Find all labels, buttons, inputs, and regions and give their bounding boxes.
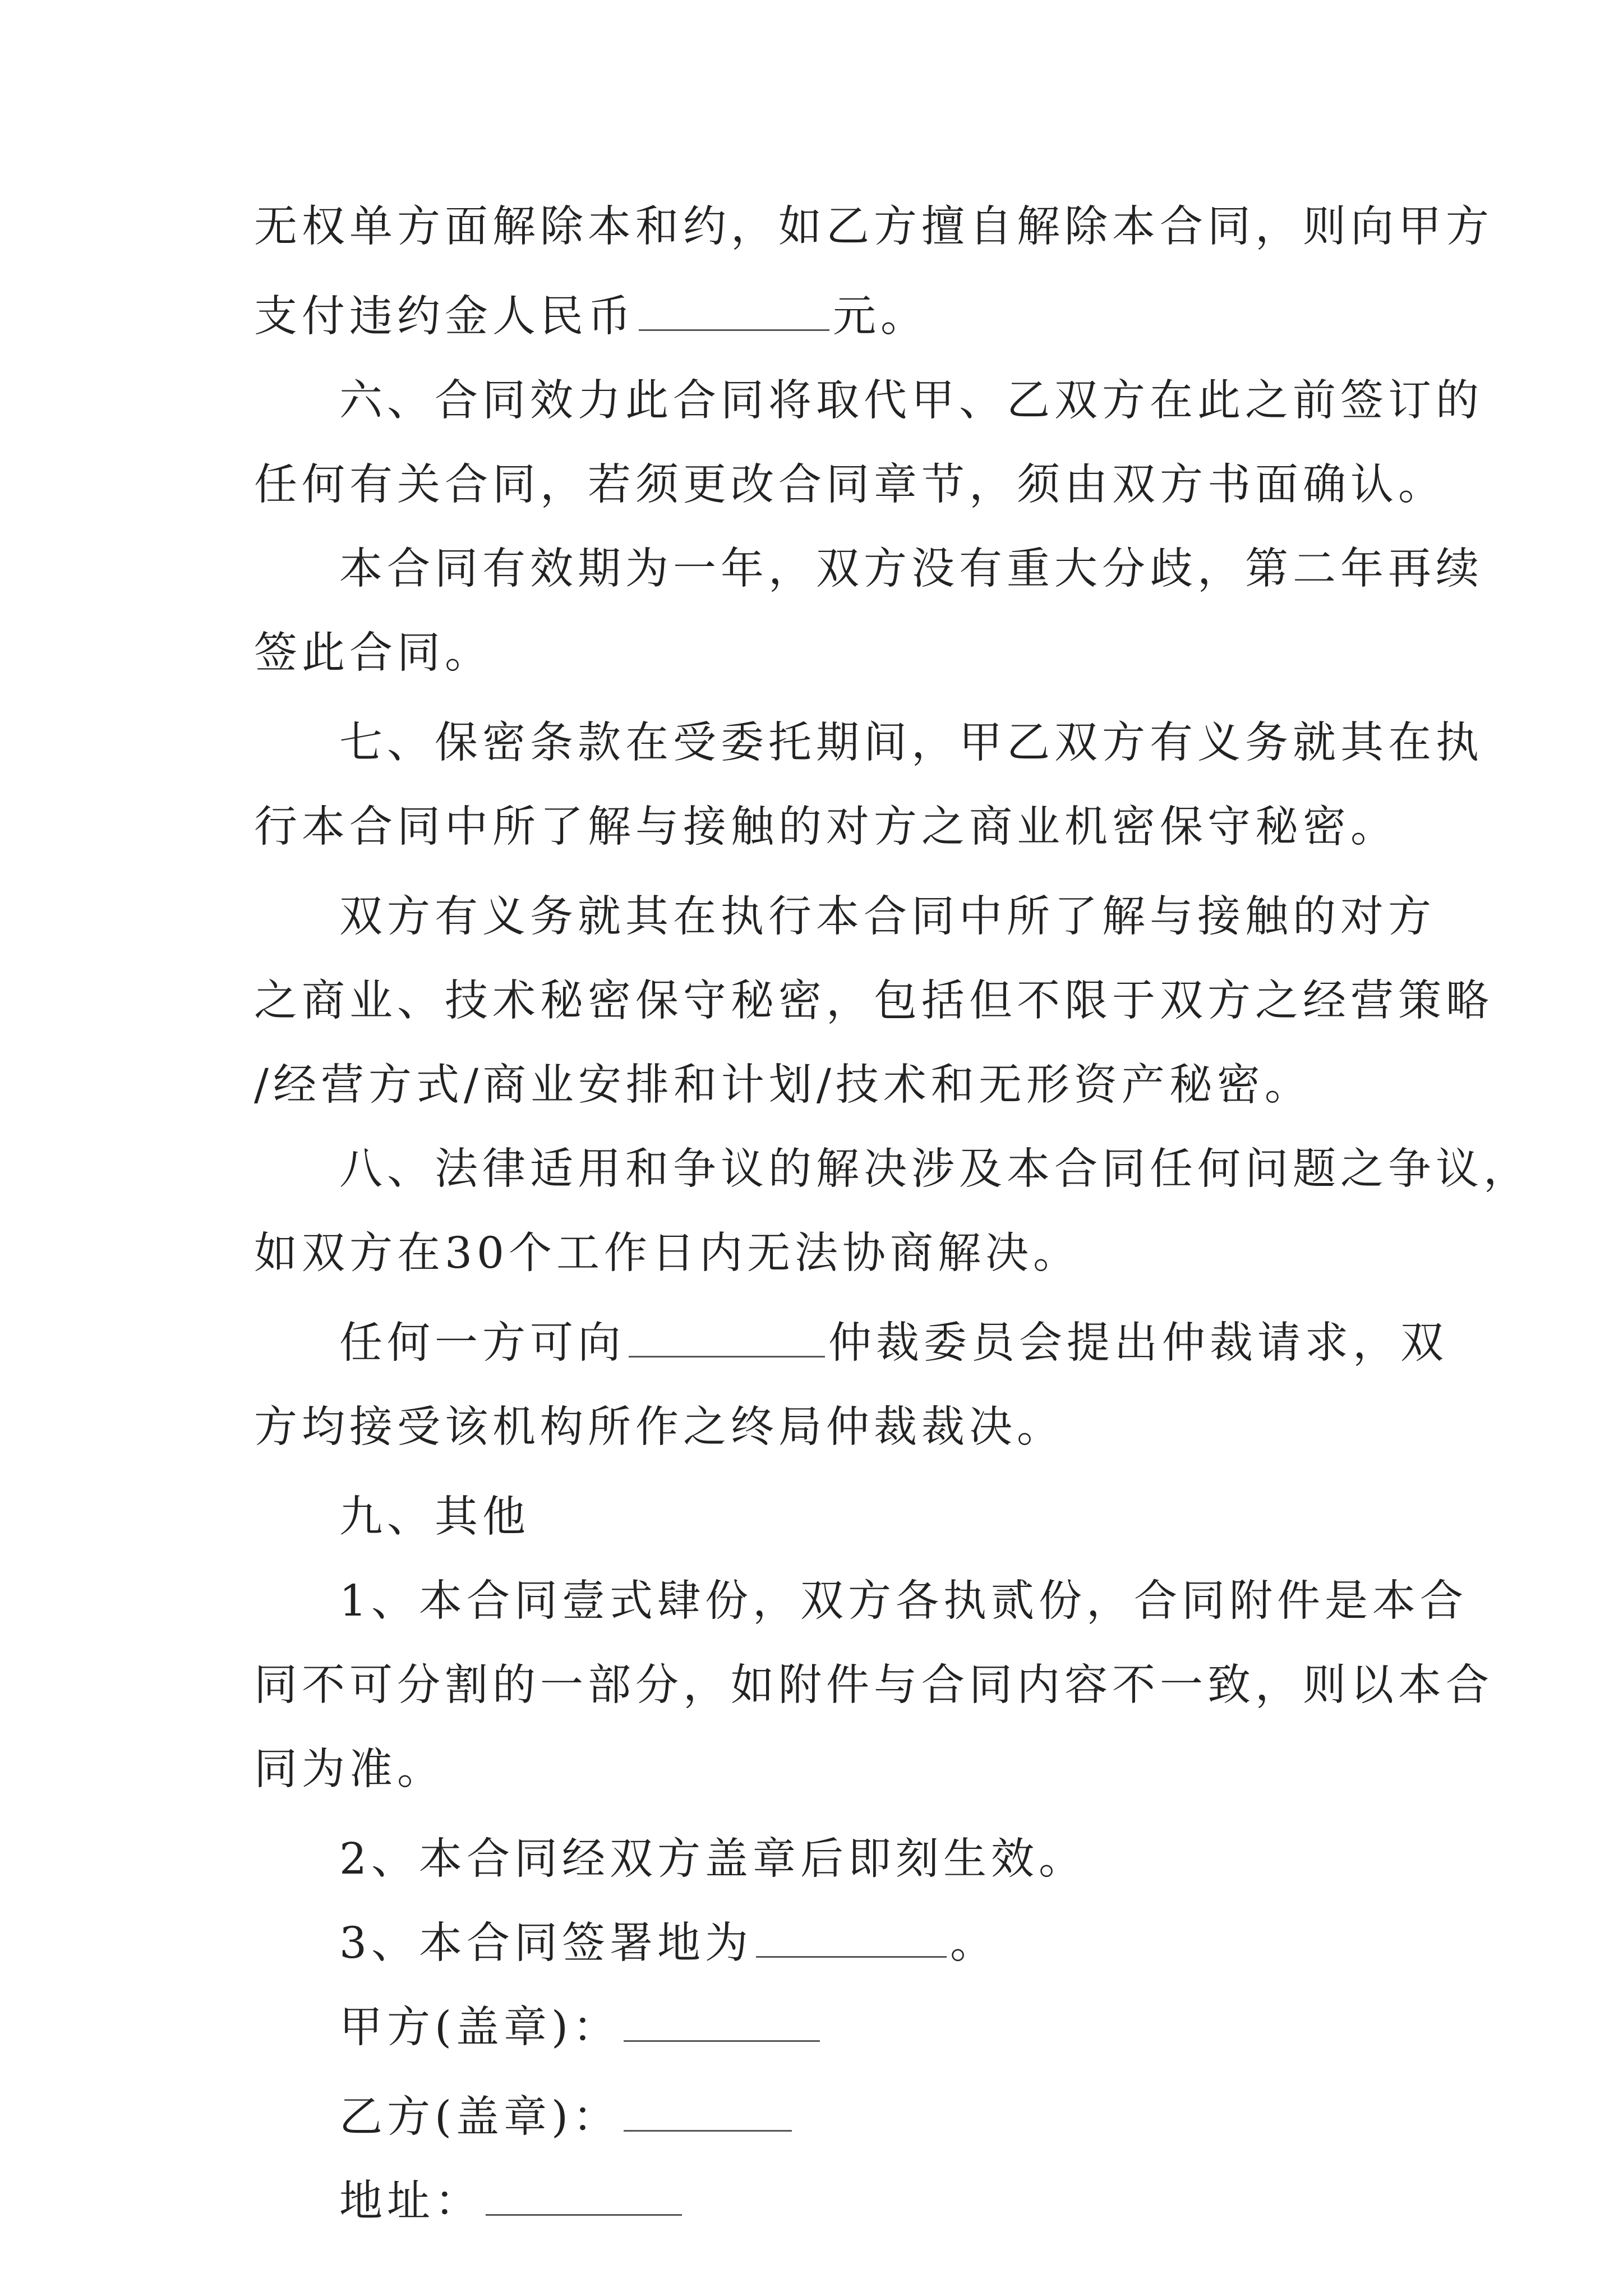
- address-line: [339, 2160, 1381, 2244]
- section-heading-8: 八、法律适用和争议的解决涉及本合同任何问题之争议，: [339, 1144, 1531, 1194]
- party-a-label: 甲方(盖章)：: [339, 2003, 621, 2053]
- paragraph-line: [339, 1301, 1448, 1386]
- section-heading-6: 六、合同效力此合同将取代甲、乙双方在此之前签订的: [339, 376, 1483, 426]
- fill-in-blank-penalty-amount: [639, 328, 829, 331]
- paragraph-line: 2、本合同经双方盖章后即刻生效。: [339, 1834, 1086, 1884]
- text-segment: 支付违约金人民币: [254, 292, 635, 342]
- paragraph-line: 无权单方面解除本和约，如乙方擅自解除本合同，则向甲方: [254, 202, 1493, 252]
- section-heading-9: 九、其他: [339, 1492, 530, 1542]
- paragraph-line: 双方有义务就其在执行本合同中所了解与接触的对方: [339, 892, 1436, 942]
- address-label: 地址：: [339, 2177, 482, 2226]
- fill-in-blank-party-a-seal: [624, 2039, 820, 2042]
- paragraph-line: 如双方在30个工作日内无法协商解决。: [254, 1228, 1081, 1278]
- paragraph-line: 签此合同。: [254, 628, 492, 678]
- paragraph-line: 方均接受该机构所作之终局仲裁裁决。: [254, 1402, 1064, 1452]
- fill-in-blank-arbitration-commission: [629, 1355, 825, 1358]
- paragraph-line: 1、本合同壹式肆份，双方各执贰份，合同附件是本合: [339, 1576, 1468, 1626]
- paragraph-line: 同不可分割的一部分，如附件与合同内容不一致，则以本合: [254, 1660, 1493, 1710]
- paragraph-line: 本合同有效期为一年，双方没有重大分歧，第二年再续: [339, 544, 1483, 594]
- text-segment: 任何一方可向: [339, 1318, 625, 1368]
- paragraph-line: [339, 1902, 1381, 1986]
- fill-in-blank-signing-place: [756, 1955, 947, 1958]
- party-a-signature-line: [339, 1986, 1381, 2070]
- party-b-signature-line: [339, 2076, 1381, 2160]
- paragraph-line: 任何有关合同，若须更改合同章节，须由双方书面确认。: [254, 460, 1446, 510]
- text-segment: 。: [950, 1918, 998, 1968]
- fill-in-blank-party-b-seal: [624, 2129, 792, 2132]
- text-segment: 元。: [833, 292, 928, 342]
- paragraph-line: [254, 275, 1381, 359]
- fill-in-blank-address: [486, 2213, 682, 2216]
- paragraph-line: 行本合同中所了解与接触的对方之商业机密保守秘密。: [254, 802, 1398, 852]
- paragraph-line: 同为准。: [254, 1745, 445, 1795]
- section-heading-7: 七、保密条款在受委托期间，甲乙双方有义务就其在执: [339, 718, 1483, 768]
- text-segment: 仲裁委员会提出仲裁请求，双: [828, 1318, 1448, 1368]
- paragraph-line: /经营方式/商业安排和计划/技术和无形资产秘密。: [254, 1060, 1312, 1110]
- text-segment: 3、本合同签署地为: [339, 1918, 753, 1968]
- party-b-label: 乙方(盖章)：: [339, 2092, 621, 2142]
- paragraph-line: 之商业、技术秘密保守秘密，包括但不限于双方之经营策略: [254, 976, 1493, 1026]
